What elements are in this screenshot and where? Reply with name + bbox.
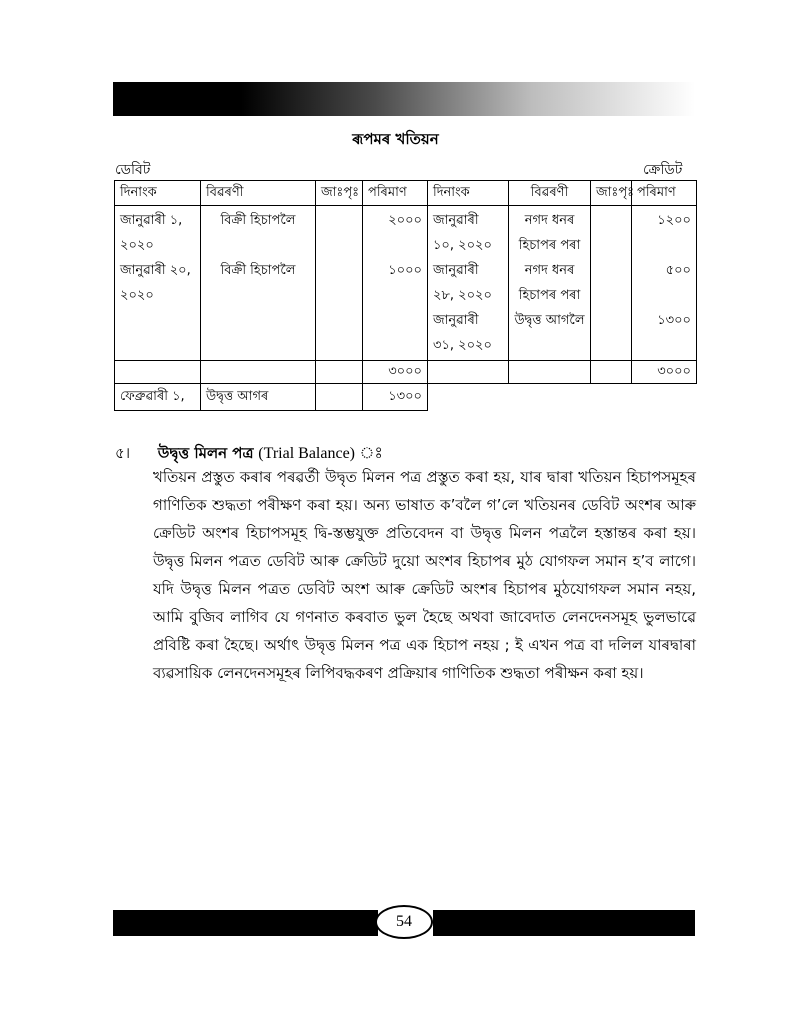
ledger-entries-row — [115, 206, 697, 361]
section-number: ৫। — [115, 444, 131, 462]
header-gradient-band — [113, 82, 695, 116]
section-paragraph: খতিয়ন প্ৰস্তুত কৰাৰ পৰৱৰ্তী উদ্বৃত মিলন পত্ৰ প্ৰস্তুত কৰা হয়, যাৰ দ্বাৰা খতিয়ন হিচাপসমূহৰ গাণিতিক শুদ্ধতা পৰীক্ষণ কৰা হয়। অন্য ভাষাত ক’বলৈ গ’লে খতিয়নৰ ডেবিট অংশৰ আৰু ক্ৰেডিট অংশৰ হিচাপসমূহ দ্বি-স্তম্ভযুক্ত প্ৰতিবেদন বা উদ্বৃত্ত মিলন পত্ৰলৈ হস্তান্তৰ কৰা হয়। উদ্বৃত্ত মিলন পত্ৰত ডেবিট আৰু ক্ৰেডিট দুয়ো অংশৰ হিচাপৰ মুঠ যোগফল সমান হ’ব লাগে। যদি উদ্বৃত্ত মিলন পত্ৰত ডেবিট অংশ আৰু ক্ৰেডিট অংশৰ হিচাপৰ মুঠযোগফল সমান নহয়, আমি বুজিব লাগিব যে গণনাত কৰবাত ভুল হৈছে অথবা জাবেদাত লেনদেনসমূহ ভুলভাৱে প্ৰবিষ্টি কৰা হৈছে। অৰ্থাৎ উদ্বৃত্ত মিলন পত্ৰ এক হিচাপ নহয় ; ই এখন পত্ৰ বা দলিল যাৰদ্বাৰা ব্যৱসায়িক লেনদেনসমূহৰ লিপিবদ্ধকৰণ প্ৰক্ৰিয়াৰ গাণিতিক শুদ্ধতা পৰীক্ষন কৰা হয়। — [153, 468, 696, 682]
debit-label: ডেবিট — [115, 162, 151, 178]
credit-total: ৩০০০ — [632, 361, 697, 384]
credit-particulars-cell — [509, 206, 591, 361]
header-folio-credit: জাঃপৃঃ — [591, 181, 632, 206]
debit-dates-cell — [115, 206, 201, 361]
credit-entry-amount: ১৩০০ — [657, 313, 691, 328]
header-amount-credit: পৰিমাণ — [632, 181, 697, 206]
credit-entry-date: জানুৱাৰী ২৮, ২০২০ — [433, 263, 492, 303]
balance-amount: ১৩০০ — [363, 384, 428, 411]
credit-amounts-cell — [632, 206, 697, 361]
debit-entry-date: জানুৱাৰী ২০, ২০২০ — [120, 263, 191, 303]
debit-amounts-cell — [363, 206, 428, 361]
section-title-english: (Trial Balance) ঃ — [258, 445, 383, 462]
ledger-header-row — [115, 181, 697, 206]
credit-dates-cell — [428, 206, 509, 361]
debit-entry-particulars: বিক্ৰী হিচাপলৈ — [220, 263, 296, 278]
ledger-table — [114, 180, 697, 411]
header-amount-debit: পৰিমাণ — [363, 181, 428, 206]
debit-folio-cell — [316, 206, 363, 361]
debit-total: ৩০০০ — [363, 361, 428, 384]
debit-particulars-cell — [201, 206, 316, 361]
section-title: উদ্বৃত্ত মিলন পত্ৰ — [157, 444, 254, 462]
footer-bar-right — [433, 910, 695, 936]
header-particulars-debit: বিৱৰণী — [201, 181, 316, 206]
credit-entry-date: জানুৱাৰী ১০, ২০২০ — [433, 213, 492, 253]
header-date-credit: দিনাংক — [428, 181, 509, 206]
credit-entry-particulars: নগদ ধনৰ হিচাপৰ পৰা — [518, 263, 581, 303]
debit-entry-particulars: বিক্ৰী হিচাপলৈ — [220, 213, 296, 228]
balance-particulars: উদ্বৃত্ত আগৰ — [201, 384, 316, 411]
debit-entry-date: জানুৱাৰী ১, ২০২০ — [120, 213, 183, 253]
credit-entry-particulars: উদ্বৃত্ত আগলৈ — [514, 313, 585, 328]
credit-entry-particulars: নগদ ধনৰ হিচাপৰ পৰা — [518, 213, 581, 253]
credit-entry-amount: ৫০০ — [665, 263, 691, 278]
header-particulars-credit: বিৱৰণী — [509, 181, 591, 206]
header-folio-debit: জাঃপৃঃ — [316, 181, 363, 206]
ledger-title: ৰূপমৰ খতিয়ন — [352, 130, 439, 148]
page-number: 54 — [375, 905, 433, 939]
ledger-total-row — [115, 361, 697, 384]
header-date-debit: দিনাংক — [115, 181, 201, 206]
debit-entry-amount: ১০০০ — [388, 263, 422, 278]
balance-date: ফেব্ৰুৱাৰী ১, — [115, 384, 201, 411]
footer-bar-left — [113, 910, 378, 936]
debit-entry-amount: ২০০০ — [388, 213, 422, 228]
ledger-balance-row — [115, 384, 697, 411]
credit-folio-cell — [591, 206, 632, 361]
credit-entry-amount: ১২০০ — [657, 213, 691, 228]
credit-label: ক্ৰেডিট — [643, 162, 683, 178]
credit-entry-date: জানুৱাৰী ৩১, ২০২০ — [433, 313, 492, 353]
